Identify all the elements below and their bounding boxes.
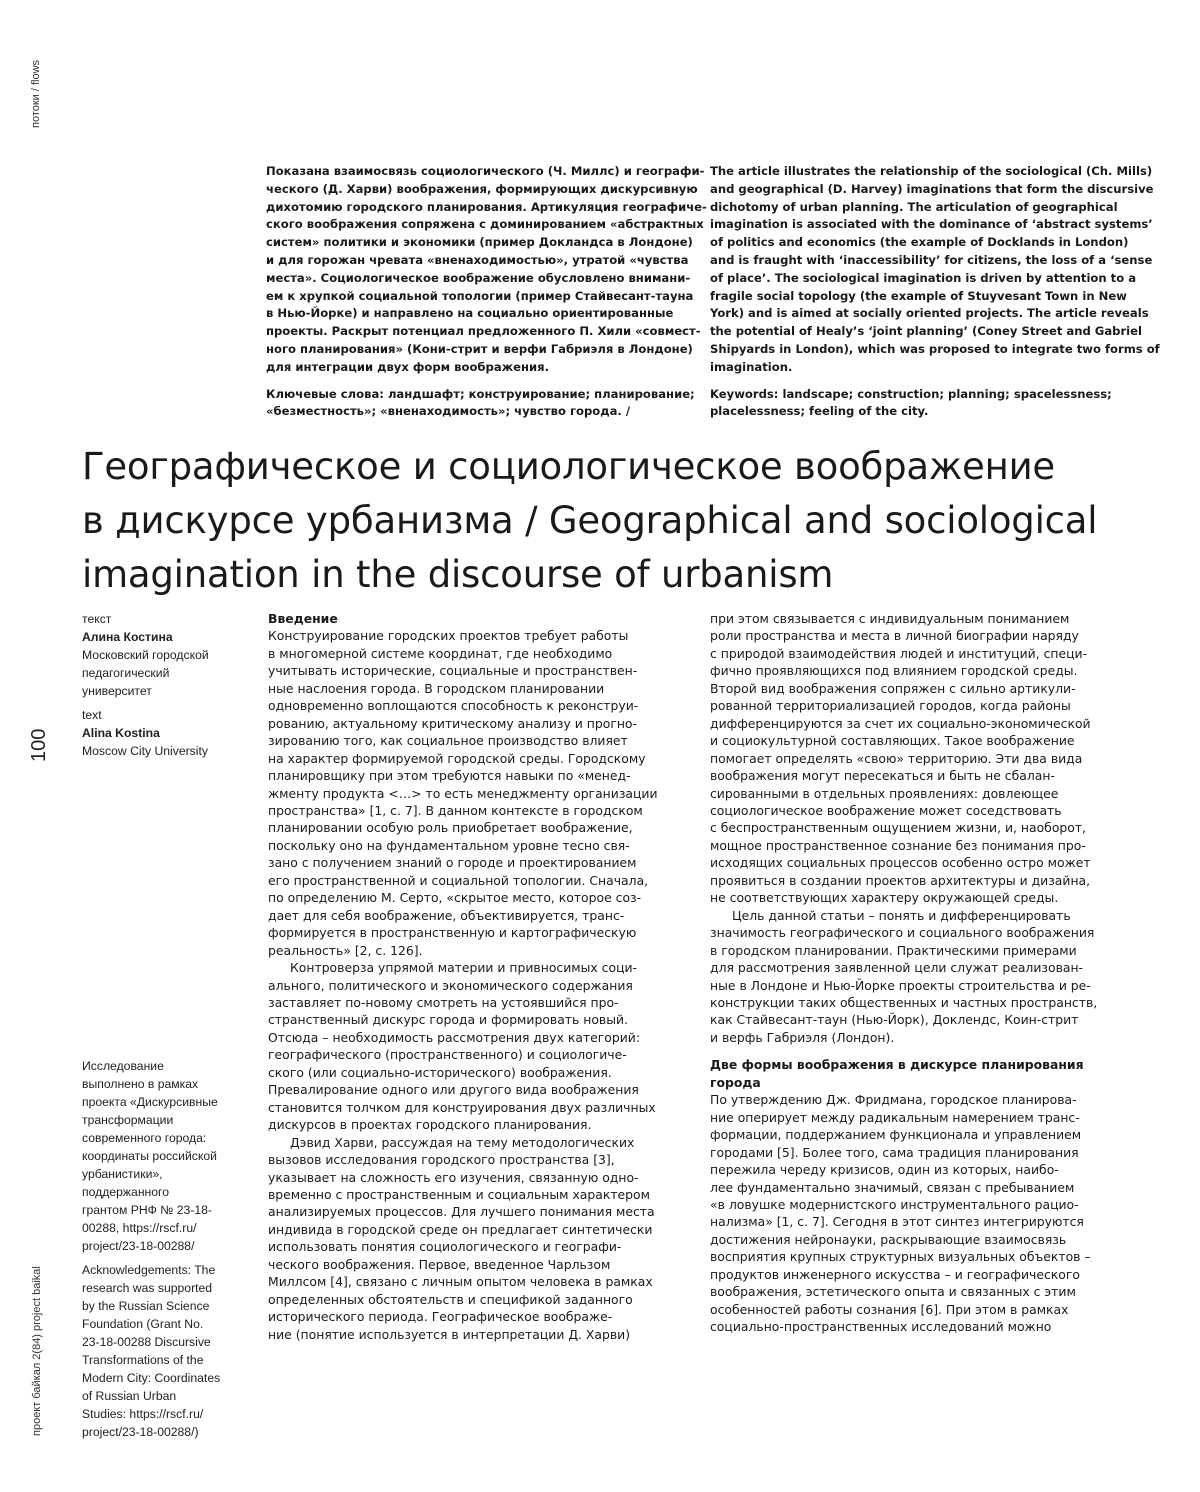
text-line: by the Russian Science	[82, 1299, 210, 1313]
text-line: Дэвид Харви, рассуждая на тему методологических	[290, 1134, 635, 1150]
text-line: imagination in the discourse of urbanism	[82, 553, 834, 596]
text-line: Географическое и социологическое воображение	[82, 445, 1055, 488]
author-en-affiliation	[82, 742, 242, 760]
text-line: проекта «Дискурсивные	[82, 1095, 218, 1109]
text-line: использовать понятия социологического и географи-	[268, 1239, 622, 1255]
text-line: Moscow City University	[82, 744, 208, 758]
paragraph	[710, 907, 1122, 1047]
text-line: роли пространства и места в личной биографии наряду	[710, 628, 1079, 644]
text-line: систем» политики и экономики (пример Докландса в Лондоне)	[266, 235, 693, 250]
text-line: помогает определять «свою» территорию. Эти два вида	[710, 750, 1083, 766]
text-line: ального, политического и экономического содержания	[268, 977, 633, 993]
text-line: особенностей работы сознания [6]. При этом в рамках	[710, 1301, 1069, 1317]
text-line: для интеграции двух форм воображения.	[266, 359, 550, 374]
paragraph	[268, 627, 678, 959]
text-line: Конструирование городских проектов требует работы	[268, 628, 629, 644]
text-line: дает для себя воображение, объективируется, транс-	[268, 907, 625, 923]
text-line: «в ловушке модернистского инструментального рацио-	[710, 1196, 1079, 1212]
text-line: По утверждению Дж. Фридмана, городское планирова-	[710, 1092, 1077, 1108]
text-line: ческого воображения. Первое, введенное Чарльзом	[268, 1256, 611, 1272]
text-line: проявиться в создании проектов архитектуры и дизайна,	[710, 872, 1091, 888]
abstract-ru-text	[266, 163, 707, 377]
text-line: project/23-18-00288/	[82, 1239, 195, 1253]
text-line: «безместность»; «вненаходимость»; чувство города. /	[266, 404, 631, 419]
paragraph	[710, 1091, 1122, 1335]
text-line: в городском планировании. Практическими примерами	[710, 942, 1077, 958]
text-line: of place’. The sociological imagination is driven by attention to a	[710, 270, 1137, 285]
text-line: городами [5]. Более того, сама традиция планирования	[710, 1144, 1079, 1160]
text-line: жменту продукта <…> то есть менеджменту организации	[268, 785, 658, 801]
text-line: исходящих социальных процессов особенно остро может	[710, 855, 1091, 871]
text-line: Миллсом [4], связано с личным опытом человека в рамках	[268, 1274, 653, 1290]
text-line: исторического периода. Географическое воображе-	[268, 1309, 613, 1325]
text-line: Studies: https://rscf.ru/	[82, 1407, 204, 1421]
text-line: Две формы воображения в дискурсе планирования	[710, 1057, 1084, 1073]
text-line: странственный дискурс города и формировать новый.	[268, 1012, 629, 1028]
text-line: пережила череду кризисов, один из которых, наибо-	[710, 1162, 1059, 1178]
text-line: зано с получением знаний о городе и проектированием	[268, 855, 637, 871]
text-line: York) and is aimed at socially oriented projects. The article reveals	[710, 306, 1149, 321]
text-line: Исследование	[82, 1059, 164, 1073]
text-line: ного планирования» (Кони-стрит и верфи Габриэля в Лондоне)	[266, 341, 693, 356]
text-line: Второй вид воображения сопряжен с сильно артикули-	[710, 680, 1076, 696]
text-line: не соответствующих характеру окружающей среды.	[710, 890, 1059, 906]
paragraph	[268, 959, 678, 1134]
text-line: поддержанного	[82, 1185, 170, 1199]
text-line: Московский городской	[82, 648, 209, 662]
text-line: социологическое воображение может соседствовать	[710, 802, 1062, 818]
paragraph	[710, 610, 1122, 907]
text-line: в Нью-Йорке) и направлено на социально ориентированные	[266, 306, 674, 321]
text-line: мощное пространственное сознание без понимания про-	[710, 837, 1086, 853]
text-line: при этом связывается с индивидуальным пониманием	[710, 611, 1070, 626]
text-line: реальность» [2, с. 126].	[268, 942, 423, 958]
text-line: одновременно воплощаются способность к реконструи-	[268, 698, 639, 714]
text-line: рованной территориализацией городов, когда районы	[710, 698, 1071, 714]
text-line: фично проявляющихся под влиянием городской среды.	[710, 663, 1078, 679]
text-line: воображения, эстетического опыта и связанных с этим	[710, 1284, 1076, 1300]
funding-en	[82, 1261, 242, 1441]
text-line: and is fraught with ‘inaccessibility’ for citizens, the loss of a ‘sense	[710, 252, 1153, 267]
text-line: места». Социологическое воображение обусловлено внимани-	[266, 270, 691, 285]
text-line: указывает на сложность его изучения, связанную одно-	[268, 1169, 639, 1185]
text-line: социально-пространственных исследований можно	[710, 1319, 1052, 1335]
running-header: потоки / flows	[30, 59, 42, 128]
page-number: 100	[28, 728, 50, 762]
text-line: Ключевые слова: ландшафт; конструирование; планирование;	[266, 386, 695, 401]
text-line: of Russian Urban	[82, 1389, 177, 1403]
text-line: dichotomy of urban planning. The articulation of geographical	[710, 199, 1118, 214]
text-line: формации, поддержанием функционала и управлением	[710, 1127, 1082, 1143]
text-line: для рассмотрения заявленной цели служат реализован-	[710, 960, 1084, 976]
author-en-label: text	[82, 708, 102, 722]
text-line: определенных обстоятельств и спецификой заданного	[268, 1291, 633, 1307]
text-line: с природой взаимодействия людей и институций, специ-	[710, 645, 1088, 661]
text-line: планировании особую роль приобретает воображение,	[268, 820, 633, 836]
funding-note	[82, 1057, 242, 1441]
text-line: Acknowledgements: The	[82, 1263, 216, 1277]
text-line: Shipyards in London), which was proposed to integrate two forms of	[710, 341, 1160, 356]
text-line: нализма» [1, с. 7]. Сегодня в этот синтез интегрируются	[710, 1214, 1084, 1230]
text-line: достижения нейронауки, раскрывающие взаимосвязь	[710, 1231, 1067, 1247]
text-line: в многомерной системе координат, где необходимо	[268, 645, 613, 661]
text-line: современного города:	[82, 1131, 207, 1145]
author-en-name: Alina Kostina	[82, 726, 160, 740]
text-line: Цель данной статьи – понять и дифференцировать	[732, 907, 1071, 923]
text-line: project/23-18-00288/)	[82, 1425, 199, 1439]
text-line: Keywords: landscape; construction; planning; spacelessness;	[710, 386, 1112, 401]
paragraph	[268, 1134, 678, 1343]
text-line: дискурсов в проектах городского планирования.	[268, 1117, 592, 1133]
text-line: продуктов инженерного искусства – и географического	[710, 1266, 1080, 1282]
funding-ru	[82, 1057, 242, 1255]
text-line: the potential of Healy’s ‘joint planning’ (Coney Street and Gabriel	[710, 324, 1142, 339]
text-line: анализируемых процессов. Для лучшего понимания места	[268, 1204, 655, 1220]
text-line: placelessness; feeling of the city.	[710, 404, 929, 419]
author-ru-affiliation	[82, 646, 242, 700]
text-line: лее фундаментально значимый, связан с пребыванием	[710, 1179, 1075, 1195]
text-line: учитывать исторические, социальные и пространствен-	[268, 663, 638, 679]
text-line: ского (или социально-исторического) воображения.	[268, 1064, 612, 1080]
text-line: выполнено в рамках	[82, 1077, 199, 1091]
text-line: планировщику при этом требуются навыки по «менед-	[268, 768, 631, 784]
text-line: города	[710, 1074, 761, 1090]
body-column-right	[710, 610, 1122, 1336]
text-line: imagination is associated with the dominance of ‘abstract systems’	[710, 217, 1153, 232]
text-line: Отсюда – необходимость рассмотрения двух категорий:	[268, 1029, 641, 1045]
text-line: координаты российской	[82, 1149, 217, 1163]
text-line: грантом РНФ № 23-18-	[82, 1203, 212, 1217]
text-line: и верфь Габриэля (Лондон).	[710, 1029, 895, 1045]
text-line: с беспространственным ощущением жизни, и, наоборот,	[710, 820, 1086, 836]
text-line: вызовов исследования городского пространства [3],	[268, 1152, 615, 1168]
text-line: проекты. Раскрыт потенциал предложенного П. Хили «совмест-	[266, 324, 701, 339]
author-ru-label: текст	[82, 612, 112, 626]
text-line: его пространственной и социальной топологии. Сначала,	[268, 872, 649, 888]
text-line: research was supported	[82, 1281, 213, 1295]
text-line: 23-18-00288 Discursive	[82, 1335, 211, 1349]
text-line: Показана взаимосвязь социологического (Ч. Миллс) и географи-	[266, 164, 705, 178]
abstract-en	[710, 163, 1160, 421]
text-line: Transformations of the	[82, 1353, 204, 1367]
text-line: ние (понятие используется в интерпретации Д. Харви)	[268, 1326, 631, 1342]
text-line: 00288, https://rscf.ru/	[82, 1221, 197, 1235]
text-line: формируется в пространственную и картографическую	[268, 925, 637, 941]
text-line: заставляет по-новому смотреть на устоявшийся про-	[268, 994, 619, 1010]
text-line: конструкции таких общественных и частных пространств,	[710, 994, 1098, 1010]
author-block	[82, 610, 242, 760]
text-line: как Стайвесант-таун (Нью-Йорк), Доклендс, Коин-стрит	[710, 1012, 1079, 1028]
text-line: и для горожан чревата «вненаходимостью», утратой «чувства	[266, 252, 689, 267]
text-line: трансформации	[82, 1113, 174, 1127]
section-heading-two-forms	[710, 1056, 1122, 1091]
text-line: и социокультурной составляющих. Такое воображение	[710, 733, 1075, 749]
text-line: педагогический	[82, 666, 170, 680]
text-line: The article illustrates the relationship of the sociological (Ch. Mills)	[710, 164, 1153, 178]
abstract-en-text	[710, 163, 1160, 377]
article-title	[82, 440, 1162, 602]
text-line: значимость географического и социального воображения	[710, 925, 1095, 941]
text-line: ческого (Д. Харви) воображения, формирующих дискурсивную	[266, 181, 698, 196]
abstract-ru	[266, 163, 707, 421]
text-line: and geographical (D. Harvey) imaginations that form the discursive	[710, 181, 1154, 196]
text-line: рованию, актуальному критическому анализу и прогно-	[268, 715, 637, 731]
keywords-ru	[266, 386, 695, 422]
text-line: университет	[82, 684, 152, 698]
section-heading-intro: Введение	[268, 611, 338, 626]
text-line: географического (пространственного) и социологиче-	[268, 1047, 627, 1063]
text-line: в дискурсе урбанизма / Geographical and sociological	[82, 499, 1098, 542]
running-footer: проект байкал 2(84) project baikal	[31, 1266, 43, 1436]
text-line: восприятия крупных структурных визуальных объектов –	[710, 1249, 1091, 1265]
text-line: поскольку оно на фундаментальном уровне тесно свя-	[268, 837, 630, 853]
text-line: дифференцируются за счет их социально-экономической	[710, 715, 1091, 731]
text-line: Контроверза упрямой материи и привносимых соци-	[290, 960, 638, 976]
text-line: сированными в отдельных проявлениях: довлеющее	[710, 785, 1059, 801]
text-line: по определению М. Серто, «скрытое место, которое соз-	[268, 890, 642, 906]
text-line: пространства» [1, с. 7]. В данном контексте в городском	[268, 802, 643, 818]
text-line: дихотомию городского планирования. Артикуляция географиче-	[266, 199, 707, 214]
text-line: временно с пространственным и социальным характером	[268, 1186, 650, 1202]
text-line: индивида в городской среде он предлагает синтетически	[268, 1221, 653, 1237]
text-line: of politics and economics (the example of Docklands in London)	[710, 235, 1129, 250]
body-column-left	[268, 610, 678, 1343]
text-line: зированию того, как социальное производство влияет	[268, 733, 628, 749]
text-line: становится толчком для конструирования двух различных	[268, 1099, 656, 1115]
keywords-en	[710, 386, 1120, 422]
text-line: fragile social topology (the example of Stuyvesant Town in New	[710, 288, 1127, 303]
text-line: урбанистики»,	[82, 1167, 163, 1181]
text-line: Превалирование одного или другого вида воображения	[268, 1082, 639, 1098]
text-line: воображения могут пересекаться и быть не сбалан-	[710, 768, 1055, 784]
author-ru-name: Алина Костина	[82, 630, 173, 644]
text-line: ем к хрупкой социальной топологии (пример Стайвесант-тауна	[266, 288, 694, 303]
text-line: на характер формируемой городской среды. Городскому	[268, 750, 646, 766]
text-line: ние оперирует между радикальным намерением транс-	[710, 1109, 1080, 1125]
text-line: ского воображения сопряжена с доминированием «абстрактных	[266, 217, 704, 232]
text-line: ные наслоения города. В городском планировании	[268, 680, 605, 696]
text-line: Foundation (Grant No.	[82, 1317, 204, 1331]
text-line: imagination.	[710, 359, 793, 374]
text-line: ные в Лондоне и Нью-Йорке проекты строительства и ре-	[710, 977, 1091, 993]
text-line: Modern City: Coordinates	[82, 1371, 221, 1385]
